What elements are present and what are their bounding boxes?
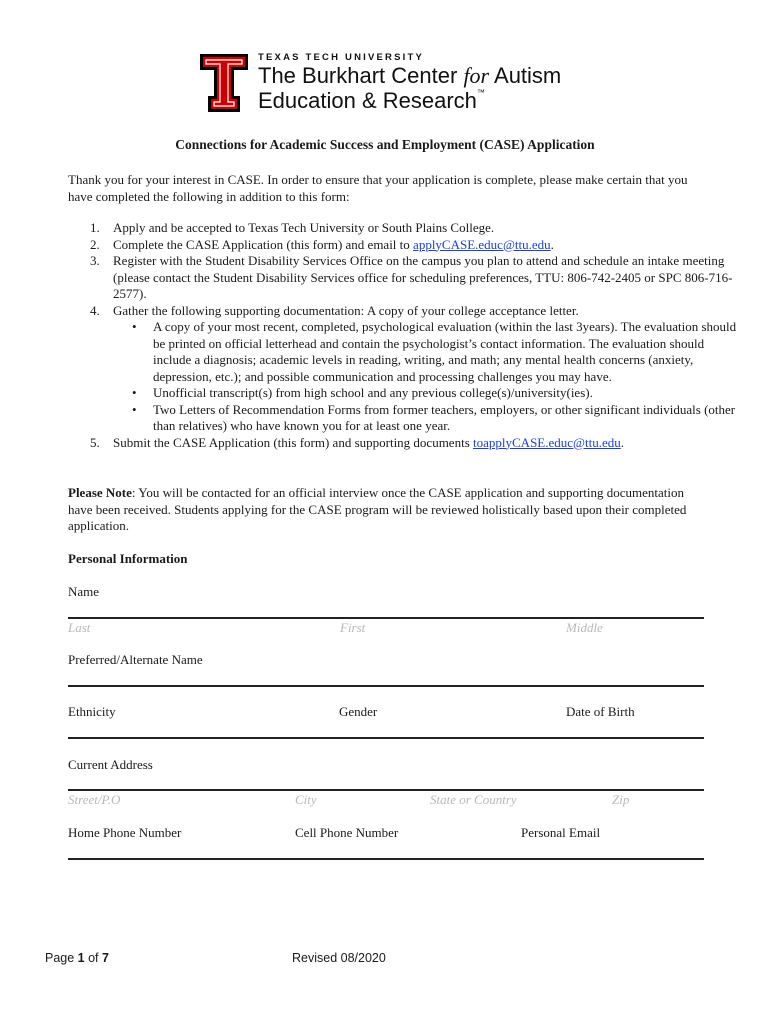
middle-name-hint: Middle bbox=[566, 620, 603, 635]
bullet-item: • A copy of your most recent, completed, psychological evaluation (within the last 3years). The evaluation should be printed on official letterhead and contain the psychologist’s contact information. The evaluation should include a diagnosis; academic levels in reading, writing, and math; any mental health concerns (anxiety, depression, etc.); and possible communication and processing challenges you may have. bbox=[132, 319, 737, 384]
city-hint: City bbox=[295, 792, 317, 807]
center-name-line1: The Burkhart Center for Autism bbox=[258, 63, 562, 88]
home-phone-label: Home Phone Number bbox=[68, 825, 182, 840]
list-item: 3. Register with the Student Disability Services Office on the campus you plan to attend and schedule an intake meeting (please contact the Student Disability Services office for scheduling preferences, TTU: 806-742-2405 or SPC 806-716-2577). bbox=[90, 253, 733, 301]
bullet-item: • Unofficial transcript(s) from high school and any previous college(s)/university(ies). bbox=[132, 385, 593, 400]
zip-hint: Zip bbox=[612, 792, 630, 807]
page-number: Page 1 of 7 bbox=[45, 951, 109, 965]
name-field-line[interactable] bbox=[68, 617, 704, 619]
personal-information-heading: Personal Information bbox=[68, 551, 188, 566]
demographics-field-line[interactable] bbox=[68, 737, 704, 739]
ethnicity-label: Ethnicity bbox=[68, 704, 116, 719]
gender-label: Gender bbox=[339, 704, 378, 719]
revision-date: Revised 08/2020 bbox=[292, 951, 386, 965]
university-name: TEXAS TECH UNIVERSITY bbox=[258, 52, 425, 63]
state-hint: State or Country bbox=[430, 792, 517, 807]
apply-email-link[interactable]: applyCASE.educ@ttu.edu bbox=[413, 236, 551, 252]
personal-email-label: Personal Email bbox=[521, 825, 601, 840]
preferred-name-label: Preferred/Alternate Name bbox=[68, 652, 203, 667]
list-item: 4. Gather the following supporting documentation: A copy of your college acceptance letter. • A copy of your most recent, completed, psychological evaluation (within the last 3years). The evaluation should be printed on official letterhead and contain the psychologist’s contact information. The evaluation should include a diagnosis; academic levels in reading, writing, and math; any mental health concerns (anxiety, depression, etc.); and possible communication and processing challenges you may have. • Unofficial transcript(s) from high school and any previous college(s)/university(ies). • Two Letters of Recommendation Forms from former teachers, employers, or other significant individuals (other than relatives) who have known you for at least one year. bbox=[113, 303, 743, 435]
first-name-hint: First bbox=[340, 620, 366, 635]
last-name-hint: Last bbox=[68, 620, 91, 635]
double-t-logo-icon bbox=[198, 52, 250, 114]
list-item: 2. Complete the CASE Application (this form) and email to applyCASE.educ@ttu.edu. bbox=[90, 236, 554, 252]
list-item: 5. Submit the CASE Application (this form) and supporting documents toapplyCASE.educ@ttu.edu. bbox=[90, 434, 624, 450]
list-item: 1. Apply and be accepted to Texas Tech University or South Plains College. bbox=[90, 220, 495, 235]
address-field-line[interactable] bbox=[68, 789, 704, 791]
name-label: Name bbox=[68, 584, 100, 599]
requirements-list bbox=[68, 220, 743, 451]
center-name-line2: Education & Research™ bbox=[258, 88, 485, 113]
cell-phone-label: Cell Phone Number bbox=[295, 825, 399, 840]
please-note-paragraph: Please Note: You will be contacted for an official interview once the CASE application and supporting documentation have been received. Students applying for the CASE program will be reviewed holistically based upon their completed application. bbox=[68, 485, 687, 533]
street-hint: Street/P.O bbox=[68, 792, 121, 807]
preferred-name-field-line[interactable] bbox=[68, 685, 704, 687]
burkhart-center-logo bbox=[198, 52, 578, 116]
contact-field-line[interactable] bbox=[68, 858, 704, 860]
documentation-bullets bbox=[113, 319, 743, 435]
submit-email-link[interactable]: toapplyCASE.educ@ttu.edu bbox=[473, 434, 621, 450]
date-of-birth-label: Date of Birth bbox=[566, 704, 635, 719]
intro-paragraph: Thank you for your interest in CASE. In order to ensure that your application is complete, please make certain that you have completed the following in addition to this form: bbox=[68, 172, 688, 204]
current-address-label: Current Address bbox=[68, 757, 153, 772]
bullet-item: • Two Letters of Recommendation Forms from former teachers, employers, or other significant individuals (other than relatives) who have known you for at least one year. bbox=[132, 401, 736, 433]
document-title: Connections for Academic Success and Employment (CASE) Application bbox=[175, 137, 595, 152]
